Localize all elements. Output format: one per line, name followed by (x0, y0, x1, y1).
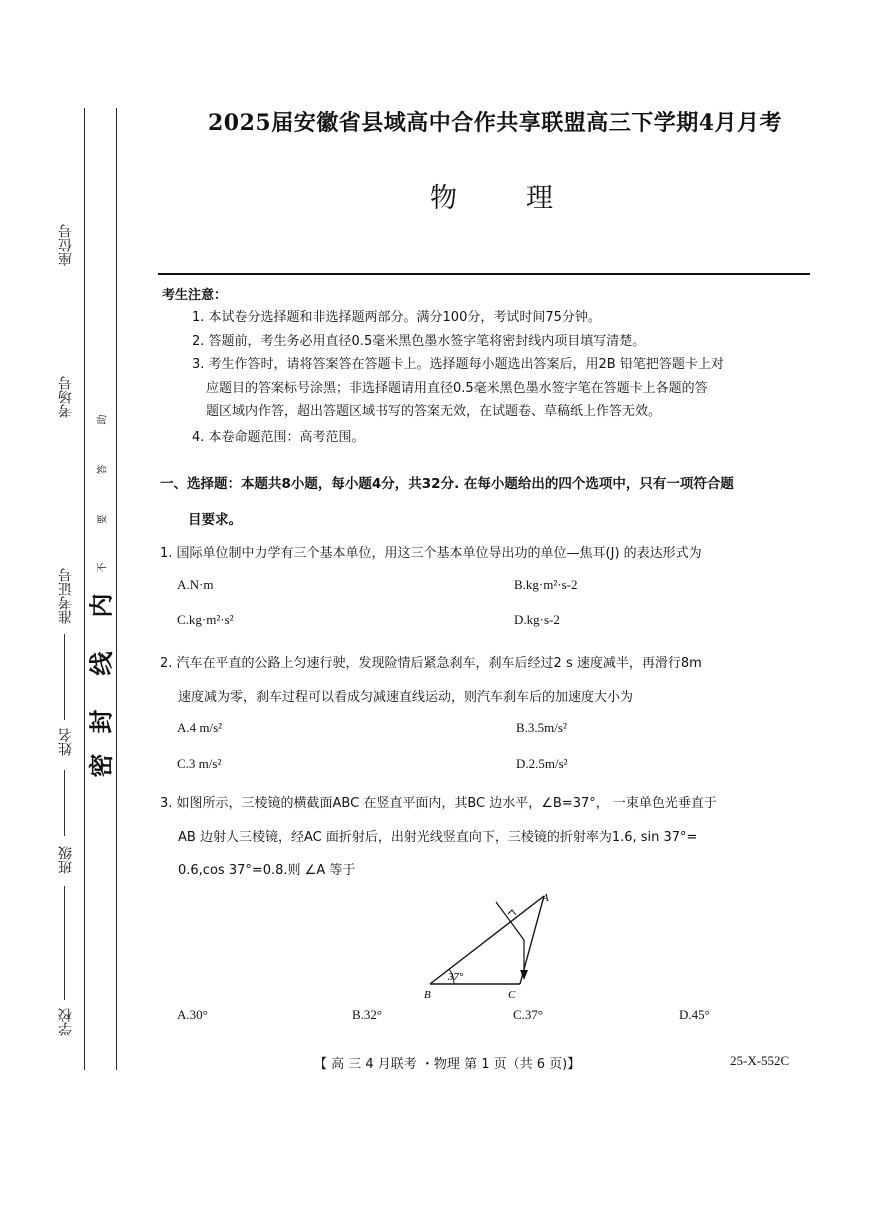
notice-item: 3. 考生作答时，请将答案答在答题卡上。选择题每小题选出答案后，用2B 铅笔把答题卡上对 (192, 357, 724, 372)
header-divider (158, 273, 810, 275)
notice-item: 题区域内作答，超出答题区域书写的答案无效，在试题卷、草稿纸上作答无效。 (206, 404, 662, 419)
option-a: A.30° (177, 1007, 208, 1022)
vertex-c-label: C (508, 989, 516, 1001)
exam-room-label: 考场号 (58, 376, 74, 418)
seal-char-4: 内 (86, 593, 116, 618)
warn-char-2: 要 (97, 514, 109, 525)
option-d: D.2.5m/s² (516, 756, 568, 771)
question-text-cont: 0.6,cos 37°=0.8.则 ∠A 等于 (178, 863, 356, 878)
subject-char-1: 物 (430, 183, 457, 214)
vertex-b-label: B (424, 989, 431, 1001)
notice-item: 4. 本卷命题范围：高考范围。 (192, 430, 365, 445)
warn-char-3: 答 (97, 464, 109, 475)
class-blank[interactable] (64, 886, 65, 1000)
option-b: B.3.5m/s² (516, 720, 567, 735)
section-heading-cont: 目要求。 (188, 512, 242, 528)
class-label: 班级 (58, 846, 74, 874)
prism-figure (420, 888, 560, 1002)
paper-code: 25-X-552C (730, 1053, 790, 1068)
seat-number-label: 座位号 (58, 224, 74, 266)
vertex-a-label: A (542, 892, 549, 904)
option-a: A.4 m/s² (177, 720, 223, 735)
question-text: 1. 国际单位制中力学有三个基本单位，用这三个基本单位导出功的单位—焦耳(J) 的表达形式为 (160, 546, 702, 561)
notice-item: 应题目的答案标号涂黑；非选择题请用直径0.5毫米黑色墨水签字笔在答题卡上各题的答 (206, 381, 708, 396)
ticket-number-blank[interactable] (64, 634, 65, 720)
question-text-cont: 速度减为零，刹车过程可以看成匀减速直线运动，则汽车刹车后的加速度大小为 (178, 690, 634, 705)
option-d: D.45° (679, 1007, 710, 1022)
ticket-number-label: 准考证号 (58, 568, 74, 624)
binding-line-inner (116, 108, 117, 1070)
warn-char-4: 助 (97, 414, 109, 425)
notice-item: 1. 本试卷分选择题和非选择题两部分。满分100分，考试时间75分钟。 (192, 310, 601, 325)
option-a: A.N·m (177, 577, 214, 592)
option-b: B.32° (352, 1007, 383, 1022)
angle-label: 37° (448, 971, 464, 983)
seal-char-2: 封 (86, 709, 116, 734)
binding-line-outer (84, 108, 85, 1070)
option-c: C.kg·m²·s² (177, 612, 234, 627)
seal-char-3: 线 (86, 651, 116, 676)
name-label: 姓名 (58, 728, 74, 756)
notice-item: 2. 答题前，考生务必用直径0.5毫米黑色墨水签字笔将密封线内项目填写清楚。 (192, 334, 646, 349)
question-text-cont: AB 边射人三棱镜，经AC 面折射后，出射光线竖直向下，三棱镜的折射率为1.6, sin 37°= (178, 830, 698, 845)
page-footer: 【 高 三 4 月联考 ・物理 第 1 页（共 6 页)】 (314, 1057, 581, 1072)
option-c: C.37° (513, 1007, 544, 1022)
seal-char-1: 密 (86, 753, 116, 778)
notice-heading: 考生注意： (162, 288, 228, 303)
warn-char-1: 不 (97, 562, 109, 573)
option-d: D.kg·s-2 (514, 612, 560, 627)
question-text: 3. 如图所示，三棱镜的横截面ABC 在竖直平面内，其BC 边水平，∠B=37°， 一束单色光垂直于 (160, 796, 717, 811)
option-c: C.3 m/s² (177, 756, 222, 771)
question-text: 2. 汽车在平直的公路上匀速行驶，发现险情后紧急刹车，刹车后经过2 s 速度减半，再滑行8m (160, 656, 702, 671)
section-heading: 一、选择题：本题共8小题，每小题4分，共32分. 在每小题给出的四个选项中，只有一项符合题 (160, 476, 734, 492)
subject-char-2: 理 (526, 183, 553, 214)
option-b: B.kg·m²·s-2 (514, 577, 578, 592)
exam-title: 2025届安徽省县域高中合作共享联盟高三下学期4月月考 (208, 110, 783, 136)
school-label: 学校 (58, 1008, 74, 1036)
name-blank[interactable] (64, 770, 65, 836)
